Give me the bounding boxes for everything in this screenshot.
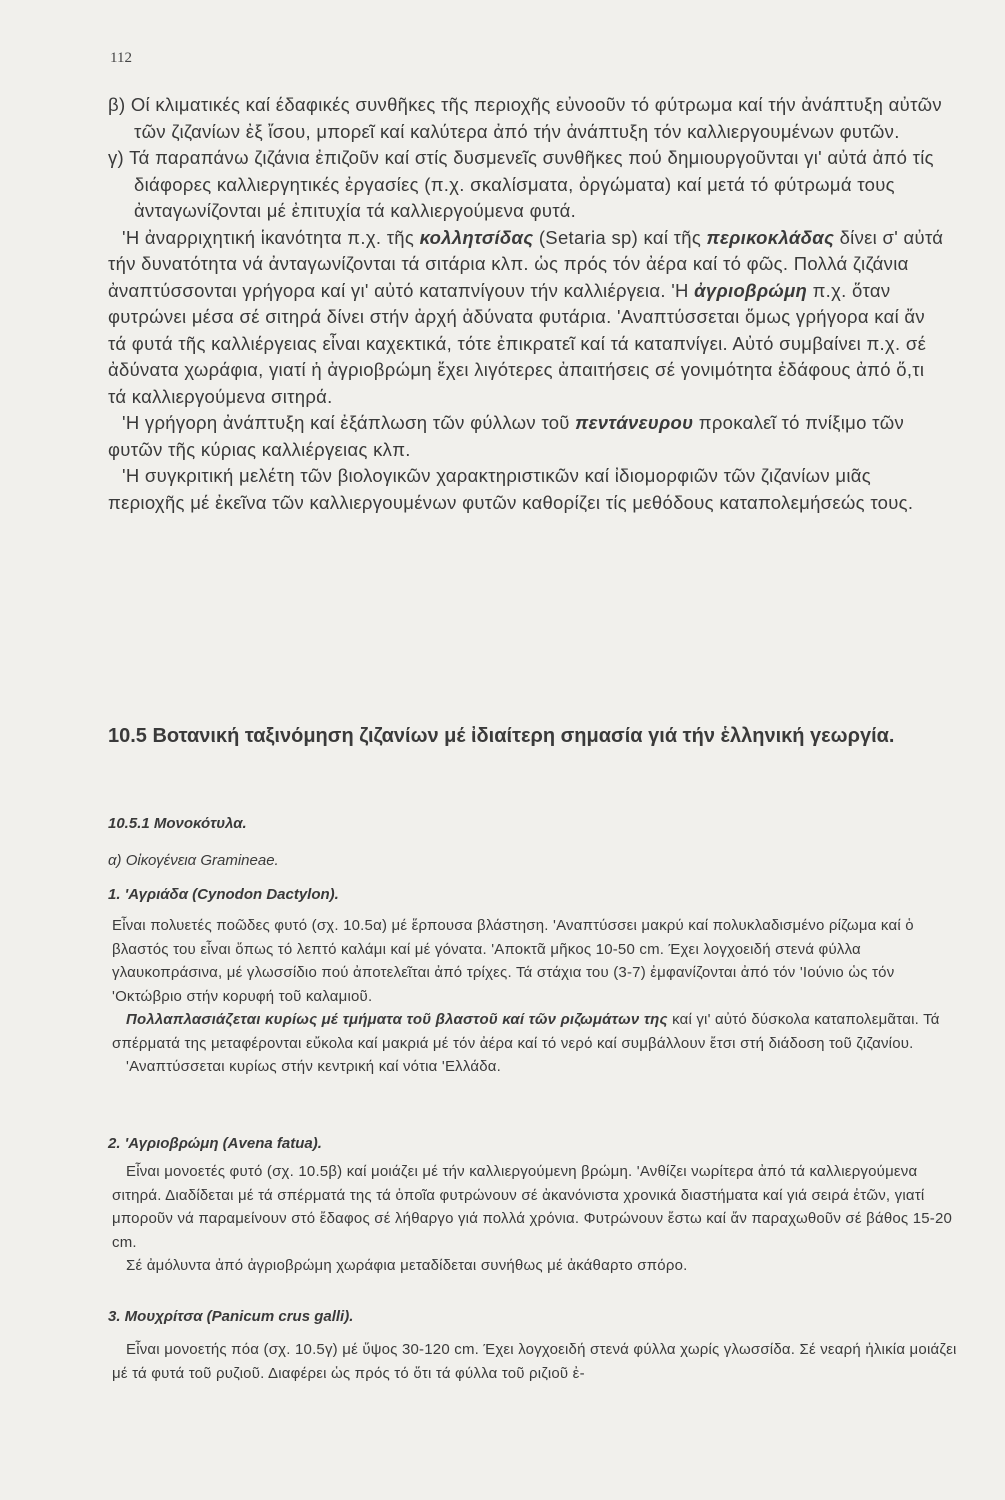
term-pentaneuro: πεντάνευρου <box>575 412 694 433</box>
item-gamma: γ) Τά παραπάνω ζιζάνια ἐπιζοῦν καί στίς δυσμενεῖς συνθῆκες πού δημιουργοῦνται γι' αὐτά ἀπό τίς διάφορες καλλιεργητικές ἐργασίες (π.χ. σκαλίσματα, ὀργώματα) καί μετά τό φύτρωμά τους ἀνταγωνίζονται μέ ἐπιτυχία τά καλλιεργούμενα φυτά. <box>108 147 934 221</box>
intro-paragraphs <box>108 92 948 516</box>
item1-title: 1. 'Αγριάδα (Cynodon Dactylon). <box>108 886 339 903</box>
family-heading: α) Οἰκογένεια Gramineae. <box>108 852 279 869</box>
section-heading: 10.5 Βοτανική ταξινόμηση ζιζανίων μέ ἰδιαίτερη σημασία γιά τήν ἑλληνική γεωργία. <box>108 725 895 747</box>
item3-text: Εἶναι μονοετής πόα (σχ. 10.5γ) μέ ὕψος 30-120 cm. Έχει λογχοειδή στενά φύλλα χωρίς γλωσσίδα. Σέ νεαρή ἡλικία μοιάζει μέ τά φυτά τοῦ ρυζιοῦ. Διαφέρει ὡς πρός τό ὅτι τά φύλλα τοῦ ριζιοῦ ἐ- <box>112 1341 957 1382</box>
item3-body <box>112 1338 957 1385</box>
item1-distribution: 'Αναπτύσσεται κυρίως στήν κεντρική καί νότια 'Ελλάδα. <box>126 1058 502 1075</box>
item-beta: β) Οί κλιματικές καί έδαφικές συνθῆκες τῆς περιοχῆς εὐνοοῦν τό φύτρωμα καί τήν ἀνάπτυξη αὐτῶν τῶν ζιζανίων ἐξ ἴσου, μπορεῖ καί καλύτερα ἀπό τήν ἀνάπτυξη τόν καλλιεργουμένων φυτῶν. <box>108 94 942 142</box>
item1-propagation: Πολλαπλασιάζεται κυρίως μέ τμήματα τοῦ βλαστοῦ καί τῶν ριζωμάτων της καί γι' αὐτό δύσκολα καταπολεμᾶται. Τά σπέρματά της μεταφέρονται εὔκολα καί μακριά μέ τόν ἀέρα καί τό νερό καί συμβάλλουν ἔτσι στή διάδοση τοῦ ζιζανίου. <box>112 1011 940 1052</box>
paragraph-climbing: 'Η ἀναρριχητική ἱκανότητα π.χ. τῆς κολλητσίδας (Setaria sp) καί τῆς περικοκλάδας δίνει σ' αὐτά τήν δυνατότητα νά ἀνταγωνίζονται τά σιτάρια κλπ. ὡς πρός τόν ἀέρα καί τό φῶς. Πολλά ζιζάνια ἀναπτύσσονται γρήγορα καί γι' αὐτό καταπνίγουν τήν καλλιέργεια. 'Η ἀγριοβρώμη π.χ. ὅταν φυτρώνει μέσα σέ σιτηρά δίνει στήν ἀρχή ἀδύνατα φυτάρια. 'Αναπτύσσεται ὅμως γρήγορα καί ἄν τά φυτά τῆς καλλιέργειας εἶναι καχεκτικά, τότε ἐπικρατεῖ καί τά καταπνίγει. Αὐτό συμβαίνει π.χ. σέ ἀδύνατα χωράφια, γιατί ἡ ἀγριοβρώμη ἔχει λιγότερες ἀπαιτήσεις σέ γονιμότητα ἐδάφους ἀπό ὅ,τι τά καλλιεργούμενα σιτηρά. <box>108 226 944 407</box>
item2-text: Εἶναι μονοετές φυτό (σχ. 10.5β) καί μοιάζει μέ τήν καλλιεργούμενη βρώμη. 'Ανθίζει νωρίτερα ἀπό τά καλλιεργούμενα σιτηρά. Διαδίδεται μέ τά σπέρματά της τά ὁποῖα φυτρώνουν σέ ἀκανόνιστα χρονικά διαστήματα καί γιά σειρά ἐτῶν, γιατί μποροῦν νά παραμείνουν στό ἔδαφος σέ λήθαργο γιά πολλά χρόνια. Φυτρώνουν ἔστω καί ἄν παραχωθοῦν σέ βάθος 15-20 cm. <box>112 1163 953 1251</box>
term-perikoklada: περικοκλάδας <box>706 226 835 248</box>
paragraph-spreading: 'Η γρήγορη ἀνάπτυξη καί ἐξάπλωση τῶν φύλλων τοῦ πεντάνευρου προκαλεῖ τό πνίξιμο τῶν φυτῶν τῆς κύριας καλλιέργειας κλπ. <box>108 412 905 460</box>
page-number: 112 <box>110 50 132 66</box>
item1-text: Εἶναι πολυετές ποῶδες φυτό (σχ. 10.5α) μέ ἕρπουσα βλάστηση. 'Αναπτύσσει μακρύ καί πολυκλαδισμένο ρίζωμα καί ὁ βλαστός του εἶναι ὅπως τό λεπτό καλάμι καί μέ γόνατα. 'Αποκτᾶ μῆκος 10-50 cm. Έχει λογχοειδή στενά φύλλα γλαυκοπράσινα, μέ γλωσσίδιο πού ἀποτελεῖται ἀπό τρίχες. Τά στάχια του (3-7) ἐμφανίζονται ἀπό τόν 'Ιούνιο ὡς τόν 'Οκτώβριο στήν κορυφή τοῦ καλαμιοῦ. <box>112 917 914 1005</box>
subsection-heading: 10.5.1 Μονοκότυλα. <box>108 815 247 832</box>
item1-body <box>112 914 957 1079</box>
item2-title: 2. 'Αγριοβρώμη (Avena fatua). <box>108 1135 322 1152</box>
paragraph-comparison: 'Η συγκριτική μελέτη τῶν βιολογικῶν χαρακτηριστικῶν καί ἰδιομορφιῶν τῶν ζιζανίων μιᾶς περιοχῆς μέ ἐκεῖνα τῶν καλλιεργουμένων φυτῶν καθορίζει τίς μεθόδους καταπολεμήσεώς τους. <box>108 465 914 513</box>
term-kollitsida: κολλητσίδας <box>419 226 534 248</box>
item2-body <box>112 1160 957 1278</box>
term-agriovromi: ἀγριοβρώμη <box>694 279 808 301</box>
item3-title: 3. Μουχρίτσα (Panicum crus galli). <box>108 1308 354 1325</box>
item2-spread: Σέ ἀμόλυντα ἀπό ἀγριοβρώμη χωράφια μεταδίδεται συνήθως μέ ἀκάθαρτο σπόρο. <box>126 1257 688 1274</box>
